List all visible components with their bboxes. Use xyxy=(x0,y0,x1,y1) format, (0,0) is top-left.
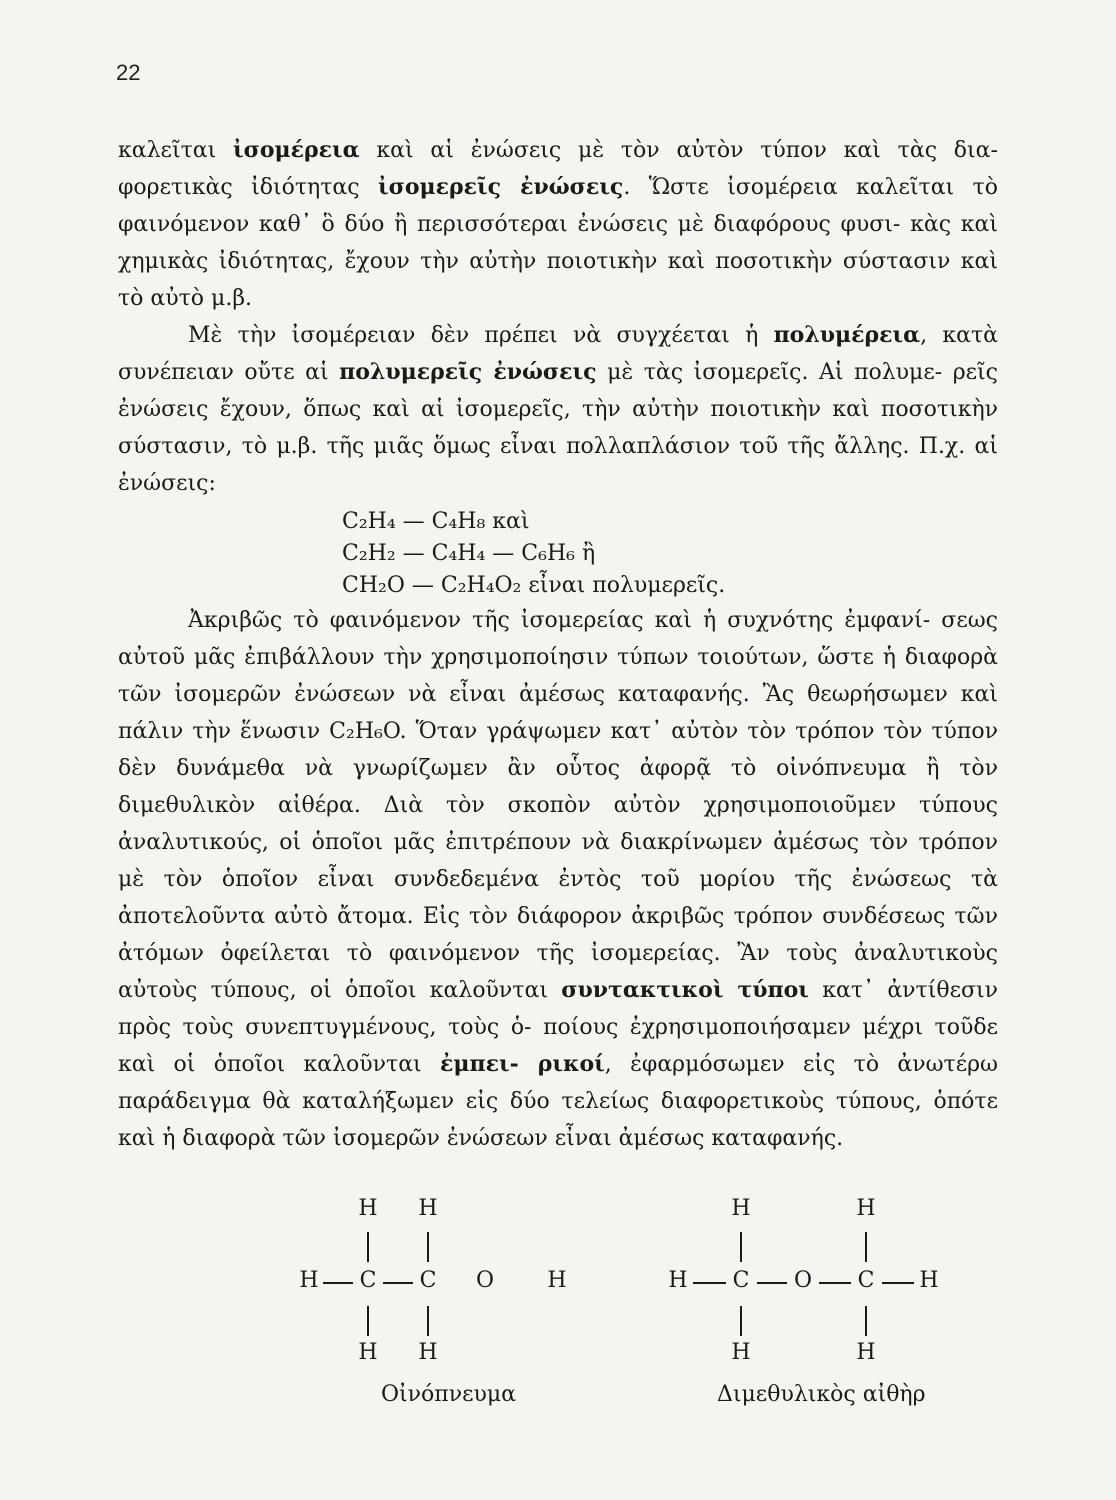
term-empeirikoi: ἐμπει- ρικοί xyxy=(440,1051,605,1077)
atom-c: C xyxy=(732,1268,750,1293)
text-run: καλεῖται xyxy=(118,138,234,163)
bond-line xyxy=(367,1306,369,1336)
atom-h: H xyxy=(919,1268,939,1293)
atom-o: O xyxy=(475,1268,495,1293)
text-run: , ἐφαρμόσωμεν εἰς τὸ ἀνωτέρω παράδειγμα θὰ καταλήξωμεν εἰς δύο τελείως διαφορετικοὺς τύπους, ὁπότε καὶ ἡ διαφορὰ τῶν ἰσομερῶν ἐνώσεων εἶναι ἀμέσως καταφανής. xyxy=(118,1052,998,1151)
atom-h: H xyxy=(547,1268,567,1293)
bond-line xyxy=(740,1306,742,1336)
atom-h: H xyxy=(358,1340,378,1365)
bond-line xyxy=(882,1282,914,1284)
page-number: 22 xyxy=(116,60,141,85)
atom-h: H xyxy=(731,1340,751,1365)
bond-line xyxy=(865,1232,867,1262)
atom-h: H xyxy=(418,1196,438,1221)
bond-line xyxy=(367,1232,369,1262)
term-isomereia: ἰσομέρεια xyxy=(233,137,360,163)
polymer-formulas xyxy=(342,506,998,602)
atom-c: C xyxy=(419,1268,437,1293)
atom-h: H xyxy=(358,1196,378,1221)
paragraph-polymerism xyxy=(118,317,998,502)
atom-h: H xyxy=(668,1268,688,1293)
bond-line xyxy=(819,1282,851,1284)
bond-line xyxy=(693,1282,726,1284)
atom-h: H xyxy=(856,1340,876,1365)
atom-o: O xyxy=(793,1268,813,1293)
atom-c: C xyxy=(359,1268,377,1293)
bond-line xyxy=(427,1232,429,1262)
atom-h: H xyxy=(856,1196,876,1221)
ethanol-caption: Οἰνόπνευμα xyxy=(381,1382,517,1407)
atom-h: H xyxy=(299,1268,319,1293)
formula-row: CH₂O — C₂H₄O₂ εἶναι πολυμερεῖς. xyxy=(342,573,726,598)
term-polymereia: πολυμέρεια xyxy=(773,322,921,348)
bond-line xyxy=(323,1282,353,1284)
bond-line xyxy=(740,1232,742,1262)
atom-h: H xyxy=(418,1340,438,1365)
text-run: Ἀκριβῶς τὸ φαινόμενον τῆς ἰσομερείας καὶ ἡ συχνότης ἐμφανί- σεως αὐτοῦ μᾶς ἐπιβάλλουν τὴν χρησιμοποίησιν τύπων τοιούτων, ὥστε ἡ διαφορὰ τῶν ἰσομερῶν ἐνώσεων νὰ εἶναι ἀμέσως καταφανής. Ἂς θεωρήσωμεν καὶ πάλιν τὴν ἕνωσιν C₂H₆O. Ὅταν γράψωμεν κατ᾽ αὐτὸν τὸν τρόπον τὸν τύπον δὲν δυνάμεθα νὰ γνωρίζωμεν ἂν οὗτος ἀφορᾷ τὸ οἰνόπνευμα ἢ τὸν διμεθυλικὸν αἰθέρα. Διὰ τὸν σκοπὸν αὐτὸν χρησιμοποιοῦμεν τύπους ἀναλυτικούς, οἱ ὁποῖοι μᾶς ἐπιτρέπουν νὰ διακρίνωμεν ἀμέσως τὸν τρόπον μὲ τὸν ὁποῖον εἶναι συνδεδεμένα ἐντὸς τοῦ μορίου τῆς ἐνώσεως τὰ ἀποτελοῦντα αὐτὸ ἄτομα. Εἰς τὸν διάφορον ἀκριβῶς τρόπον συνδέσεως τῶν ἀτόμων ὀφείλεται τὸ φαινόμενον τῆς ἰσομερείας. Ἂν τοὺς ἀναλυτικοὺς αὐτοὺς τύπους, οἱ ὁποῖοι καλοῦνται xyxy=(118,608,998,1003)
text-run: , κατὰ συνέπειαν οὔτε αἱ xyxy=(118,323,999,385)
text-run: κατ᾽ ἀντίθεσιν πρὸς τοὺς συνεπτυγμένους, τοὺς ὁ- ποίους ἐχρησιμοποιήσαμεν μέχρι τοῦδε καὶ οἱ ὁποῖοι καλοῦνται xyxy=(118,978,999,1077)
text-run: μὲ τὰς ἰσομερεῖς. Αἱ πολυμε- ρεῖς ἐνώσεις ἔχουν, ὅπως καὶ αἱ ἰσομερεῖς, τὴν αὐτὴν ποιοτικὴν καὶ ποσοτικὴν σύστασιν, τὸ μ.β. τῆς μιᾶς ὅμως εἶναι πολλαπλάσιον τοῦ τῆς ἄλλης. Π.χ. αἱ ἐνώσεις: xyxy=(118,360,998,496)
bond-line xyxy=(757,1282,787,1284)
dimethyl-ether-caption: Διμεθυλικὸς αἰθὴρ xyxy=(717,1382,926,1407)
paragraph-structural-formulas xyxy=(118,602,998,1157)
atom-h: H xyxy=(731,1196,751,1221)
text-run: καὶ αἱ ἐνώσεις μὲ τὸν αὐτὸν τύπον καὶ τὰς δια- φορετικὰς ἰδιότητας xyxy=(118,138,998,200)
term-polymereis-enoseis: πολυμερεῖς ἐνώσεις xyxy=(339,359,597,385)
bond-line xyxy=(383,1282,413,1284)
formula-row: C₂H₄ — C₄H₈ καὶ xyxy=(342,509,530,534)
paragraph-isomerism-definition xyxy=(118,132,998,317)
bond-line xyxy=(427,1306,429,1336)
bond-line xyxy=(865,1306,867,1336)
term-syntaktikoi-typoi: συντακτικοὶ τύποι xyxy=(561,977,809,1003)
text-run: . Ὥστε ἰσομέρεια καλεῖται τὸ φαινόμενον καθ᾽ ὃ δύο ἢ περισσότεραι ἐνώσεις μὲ διαφόρους φυσι- κὰς καὶ χημικὰς ἰδιότητας, ἔχουν τὴν αὐτὴν ποιοτικὴν καὶ ποσοτικὴν σύστασιν καὶ τὸ αὐτὸ μ.β. xyxy=(118,175,998,311)
formula-row: C₂H₂ — C₄H₄ — C₆H₆ ἢ xyxy=(342,541,596,566)
text-run: Μὲ τὴν ἰσομέρειαν δὲν πρέπει νὰ συγχέεται ἡ xyxy=(188,323,774,348)
body-text xyxy=(118,132,998,1157)
atom-c: C xyxy=(857,1268,875,1293)
term-isomereis-enoseis: ἰσομερεῖς ἐνώσεις xyxy=(377,174,624,200)
